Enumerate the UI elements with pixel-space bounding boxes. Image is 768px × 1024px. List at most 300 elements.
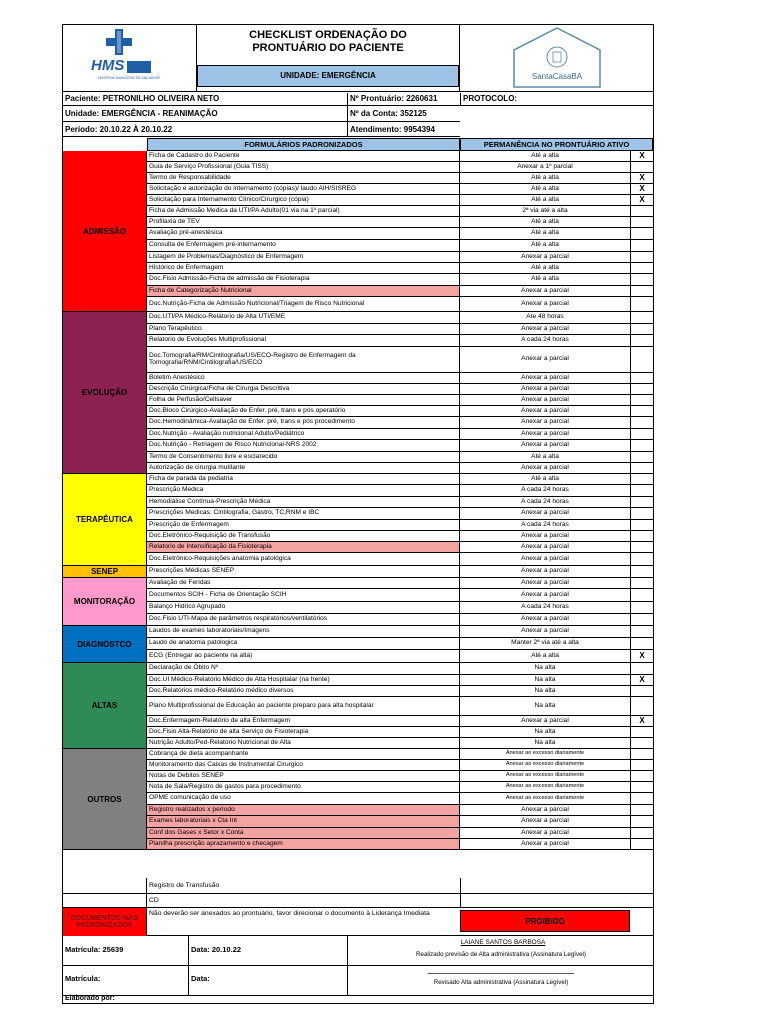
checklist-row bbox=[147, 474, 653, 485]
check-mark bbox=[631, 782, 653, 792]
check-mark bbox=[631, 614, 653, 625]
category-block bbox=[63, 474, 147, 566]
transfusao-label: Registro de Transfusão bbox=[149, 882, 220, 889]
col-header-forms: FORMULÁRIOS PADRONIZADOS bbox=[147, 138, 460, 151]
check-mark bbox=[631, 429, 653, 439]
document-name bbox=[147, 373, 460, 383]
checklist-row bbox=[147, 373, 653, 384]
permanence-value: Manter 2ª via até a alta bbox=[460, 638, 631, 649]
document-name bbox=[147, 286, 460, 296]
check-mark bbox=[631, 452, 653, 462]
document-name bbox=[147, 626, 460, 637]
data-2: Data: bbox=[191, 974, 210, 983]
check-mark bbox=[631, 335, 653, 346]
permanence-value: A cada 24 horas bbox=[460, 485, 631, 496]
signer-name: LAIANE SANTOS BARBOSA bbox=[460, 939, 546, 946]
permanence-value: Anexar a parcial bbox=[460, 286, 631, 296]
document-name-text: Laudo de anatomia patologica bbox=[149, 639, 238, 647]
document-name-text: Notas de Debitos SENEP bbox=[149, 771, 224, 779]
checklist-row bbox=[147, 839, 653, 850]
document-name-text: Profilaxia de TEV bbox=[149, 217, 200, 225]
checklist-row bbox=[147, 805, 653, 816]
document-name bbox=[147, 324, 460, 334]
document-name bbox=[147, 440, 460, 451]
document-name bbox=[147, 816, 460, 827]
checklist-row bbox=[147, 697, 653, 716]
patient-name: Paciente: PETRONILHO OLIVEIRA NETO bbox=[63, 93, 347, 106]
document-name bbox=[147, 463, 460, 473]
checklist-row bbox=[147, 228, 653, 240]
document-name bbox=[147, 474, 460, 484]
document-name bbox=[147, 727, 460, 737]
document-name-text: Ficha de Categorização Nutricional bbox=[149, 286, 252, 294]
permanence-value: Anexar ao excesso diariamente bbox=[460, 782, 631, 792]
document-name-text: Planilha prescrição aprazamento e checagem bbox=[149, 839, 283, 847]
permanence-value: Até a alta bbox=[460, 474, 631, 484]
document-name-text: Plano Terapêutico bbox=[149, 324, 202, 332]
permanence-value: Anexar a parcial bbox=[460, 406, 631, 416]
document-name bbox=[147, 578, 460, 588]
permanence-value: Anexar a parcial bbox=[460, 429, 631, 439]
cd-label: CD bbox=[149, 897, 159, 904]
checklist-row bbox=[147, 184, 653, 195]
check-mark bbox=[631, 206, 653, 216]
document-name-text: Doc.Tomografia/RM/Cintilografia/US/ECO-Registro de Enfermagem da bbox=[149, 351, 356, 359]
document-name-text: Guia de Serviço Profissional (Guia TISS) bbox=[149, 162, 269, 170]
document-name bbox=[147, 240, 460, 251]
document-name-text: Documentos SCIH - Ficha de Orientação SCIH bbox=[149, 590, 287, 598]
category-block bbox=[63, 578, 147, 626]
document-name-text: Doc.UTI/PA Médico-Relatorio de Alta UTI/EME bbox=[149, 313, 286, 321]
document-name-text: Hemodiálise Contínua-Prescrição Médica bbox=[149, 497, 271, 505]
permanence-value: Até a alta bbox=[460, 240, 631, 251]
permanence-value: Anexar a parcial bbox=[460, 347, 631, 372]
check-mark bbox=[631, 520, 653, 530]
checklist-row bbox=[147, 566, 653, 578]
permanence-value: Anexar a parcial bbox=[460, 626, 631, 637]
document-name bbox=[147, 828, 460, 838]
signature-caption-1: Realizado previsão de Alta administrativa (Assinatura Legível) bbox=[416, 951, 586, 958]
category-block bbox=[63, 626, 147, 663]
checklist-row bbox=[147, 162, 653, 173]
document-name-text: Consulta de Enfermagem pré-internamento bbox=[149, 241, 276, 249]
checklist-row bbox=[147, 384, 653, 395]
document-name bbox=[147, 686, 460, 696]
document-name bbox=[147, 217, 460, 227]
check-mark bbox=[631, 497, 653, 507]
document-name-text: Doc.Eletrônico-Requisições anatomia patológica bbox=[149, 554, 291, 562]
permanence-value: Até a alta bbox=[460, 217, 631, 227]
checklist-row bbox=[147, 749, 653, 760]
document-name bbox=[147, 151, 460, 161]
checklist-row bbox=[147, 589, 653, 602]
category-label: TERAPÊUTICA bbox=[76, 515, 133, 524]
checklist-row bbox=[147, 738, 653, 749]
document-name bbox=[147, 406, 460, 416]
document-name-text: Doc.Hemodinâmica-Avaliação de Enfer. pré, trans e pós procedimento bbox=[149, 418, 355, 426]
category-label: EVOLUÇÃO bbox=[81, 388, 128, 397]
document-name bbox=[147, 452, 460, 462]
permanence-value: Anexar a parcial bbox=[460, 828, 631, 838]
checklist-row bbox=[147, 417, 653, 429]
nao-padronizados-row bbox=[63, 908, 653, 936]
checklist-row bbox=[147, 406, 653, 417]
check-mark bbox=[631, 839, 653, 849]
document-name-text: Cobrança de dieta acompanhante bbox=[149, 749, 249, 757]
category-block bbox=[63, 749, 147, 850]
category-label: OUTROS bbox=[87, 794, 122, 804]
document-name bbox=[147, 738, 460, 748]
hms-logo bbox=[63, 25, 197, 91]
permanence-value: A cada 24 horas bbox=[460, 520, 631, 530]
check-mark bbox=[631, 463, 653, 473]
document-name-text: Prescrição Medica bbox=[149, 486, 204, 494]
document-name-text: Declaração de Óbito Nº bbox=[149, 664, 219, 672]
document-name-text: Histórico de Enfermagem bbox=[149, 263, 224, 271]
hms-cross-icon bbox=[63, 25, 197, 91]
category-block bbox=[63, 312, 147, 474]
document-name-text: Conf dos Gases x Setor x Conta bbox=[149, 828, 244, 836]
permanence-value: Anexar a parcial bbox=[460, 614, 631, 625]
document-name bbox=[147, 417, 460, 428]
document-name-text-line2: Tomografia/RNM/Cintilografia/US/ECO bbox=[149, 358, 263, 366]
protocolo-label: PROTOCOLO: bbox=[460, 93, 653, 106]
category-label: SENEP bbox=[90, 567, 119, 576]
document-name-text: Folha de Perfusão/Cellsaver bbox=[149, 395, 233, 403]
document-name-text: Termo de Responsabilidade bbox=[149, 173, 231, 181]
checklist-row bbox=[147, 452, 653, 463]
check-mark: X bbox=[639, 715, 645, 725]
col-header-permanence: PERMANÊNCIA NO PRONTUÁRIO ATIVO bbox=[460, 138, 653, 151]
document-name-text: OPME comunicação de uso bbox=[149, 794, 231, 802]
check-mark bbox=[631, 566, 653, 577]
check-mark: X bbox=[639, 183, 645, 193]
document-name bbox=[147, 384, 460, 394]
permanence-value: Anexar ao excesso diariamente bbox=[460, 793, 631, 804]
checklist-row bbox=[147, 485, 653, 497]
check-mark bbox=[631, 531, 653, 541]
check-mark bbox=[631, 347, 653, 372]
attendance-number: Atendimento: 9954394 bbox=[347, 122, 460, 137]
document-name bbox=[147, 650, 460, 662]
document-name bbox=[147, 485, 460, 496]
document-name bbox=[147, 312, 460, 323]
document-name bbox=[147, 638, 460, 649]
document-name-text: Ficha de Cadastro do Paciente bbox=[149, 151, 240, 159]
check-mark bbox=[631, 395, 653, 405]
permanence-value: Anexar a parcial bbox=[460, 373, 631, 383]
document-name-text: Relatorio de Intensificação da Fisioterapia bbox=[149, 542, 272, 550]
check-mark bbox=[631, 697, 653, 715]
category-block bbox=[63, 663, 147, 749]
check-mark bbox=[631, 162, 653, 172]
document-name-text: Prescrição de Enfermagem bbox=[149, 520, 229, 528]
document-name bbox=[147, 793, 460, 804]
check-mark bbox=[631, 749, 653, 759]
permanence-value: Anexar a parcial bbox=[460, 463, 631, 473]
document-name bbox=[147, 252, 460, 262]
matricula-2: Matrícula: bbox=[65, 974, 101, 983]
hms-logo-bar bbox=[127, 61, 151, 73]
permanence-value: Anexar a 1º parcial bbox=[460, 162, 631, 172]
document-name bbox=[147, 697, 460, 715]
permanence-value: Anexar a parcial bbox=[460, 716, 631, 726]
document-name bbox=[147, 173, 460, 183]
permanence-value: Anexar ao excesso diariamente bbox=[460, 771, 631, 781]
checklist-row bbox=[147, 173, 653, 184]
check-mark: X bbox=[639, 650, 645, 660]
checklist-row bbox=[147, 614, 653, 626]
checklist-sheet bbox=[62, 24, 654, 1004]
permanence-value: Até a alta bbox=[460, 263, 631, 273]
permanence-value: Anexar a parcial bbox=[460, 566, 631, 577]
check-mark bbox=[631, 373, 653, 383]
santacasa-logo bbox=[459, 25, 653, 91]
permanence-value: Anexar ao excesso diariamente bbox=[460, 760, 631, 770]
permanence-value: Na alta bbox=[460, 738, 631, 748]
checklist-row bbox=[147, 650, 653, 663]
document-name-text: Descrição Cirúrgica/Ficha de Cirurgia Descritiva bbox=[149, 384, 290, 392]
permanence-value: Na alta bbox=[460, 697, 631, 715]
checklist-row bbox=[147, 252, 653, 263]
check-mark bbox=[631, 738, 653, 748]
document-name-text: Monitoramento das Caixas de Instrumental Cirurgico bbox=[149, 760, 303, 768]
category-label: MONITORAÇÃO bbox=[73, 597, 136, 606]
permanence-value: Até a alta bbox=[460, 452, 631, 462]
permanence-value: 2ª via até a alta bbox=[460, 206, 631, 216]
check-mark bbox=[631, 760, 653, 770]
document-name bbox=[147, 335, 460, 346]
permanence-value: Até a alta bbox=[460, 151, 631, 161]
checklist-row bbox=[147, 508, 653, 520]
checklist-row bbox=[147, 816, 653, 828]
permanence-value: Até a alta bbox=[460, 184, 631, 194]
checklist-row bbox=[147, 263, 653, 274]
check-mark bbox=[631, 297, 653, 311]
document-name bbox=[147, 675, 460, 685]
checklist-row bbox=[147, 602, 653, 614]
document-name-text: Nutrição Adulto/Ped-Relatorio Nutricional de Alta bbox=[149, 738, 291, 746]
matricula-1: Matrícula: 25639 bbox=[65, 945, 124, 954]
permanence-value: Ate 48 horas bbox=[460, 312, 631, 323]
document-name-text: Boletim Anestésico bbox=[149, 373, 205, 381]
document-name bbox=[147, 749, 460, 759]
permanence-value: Até a alta bbox=[460, 274, 631, 285]
permanence-value: A cada 24 horas bbox=[460, 602, 631, 613]
check-mark bbox=[631, 638, 653, 649]
category-block bbox=[63, 566, 147, 578]
document-name-text: Nota de Sala/Registro de gastos para procedimento bbox=[149, 782, 301, 790]
checklist-row bbox=[147, 395, 653, 406]
document-name bbox=[147, 497, 460, 507]
check-mark bbox=[631, 686, 653, 696]
checklist-row bbox=[147, 793, 653, 805]
document-name bbox=[147, 589, 460, 601]
checklist-row bbox=[147, 324, 653, 335]
transfusao-row bbox=[63, 878, 653, 894]
check-mark bbox=[631, 240, 653, 251]
check-mark bbox=[631, 508, 653, 519]
document-name-text: Doc.Fisio UTI-Mapa de parâmetros respiratórios/ventilatórios bbox=[149, 615, 328, 623]
document-name-text: Prescrições Médicas SENEP bbox=[149, 567, 235, 575]
document-name bbox=[147, 760, 460, 770]
prontuario-number: Nº Prontuário: 2260631 bbox=[347, 93, 460, 106]
permanence-value: Até a alta bbox=[460, 173, 631, 183]
page-title: CHECKLIST ORDENAÇÃO DO PRONTUÁRIO DO PACIENTE bbox=[249, 29, 407, 54]
check-mark bbox=[631, 602, 653, 613]
document-name-text: Termo de Consentimento livre e esclarecido bbox=[149, 452, 278, 460]
document-name bbox=[147, 184, 460, 194]
cd-row bbox=[63, 894, 653, 908]
permanence-value: Na alta bbox=[460, 727, 631, 737]
permanence-value: Anexar a parcial bbox=[460, 839, 631, 849]
check-mark bbox=[631, 406, 653, 416]
category-label: ADMISSÃO bbox=[82, 226, 127, 236]
document-name bbox=[147, 663, 460, 674]
permanence-value: Anexar a parcial bbox=[460, 805, 631, 815]
checklist-row bbox=[147, 675, 653, 686]
checklist-row bbox=[147, 497, 653, 508]
document-name-text: Registro realizados x período bbox=[149, 805, 235, 813]
document-name bbox=[147, 566, 460, 577]
document-name-text: Doc.Enfermagem-Relatório de alta Enfermagem bbox=[149, 716, 291, 724]
document-name-text: Doc.Nutrição - Retriagem de Risco Nutricional-NRS 2002 bbox=[149, 441, 317, 449]
category-label: DIAGNÓSTCO bbox=[77, 639, 132, 649]
checklist-row bbox=[147, 626, 653, 638]
period: Período: 20.10.22 À 20.10.22 bbox=[63, 122, 347, 137]
check-mark: X bbox=[639, 194, 645, 204]
santacasa-house-icon bbox=[460, 25, 654, 91]
checklist-row bbox=[147, 195, 653, 206]
check-mark bbox=[631, 217, 653, 227]
check-mark bbox=[631, 274, 653, 285]
document-name bbox=[147, 782, 460, 792]
document-name bbox=[147, 206, 460, 216]
check-mark: X bbox=[639, 674, 645, 684]
checklist-row bbox=[147, 686, 653, 697]
nao-padronizados-text: Não deverão ser anexados ao prontuário, favor direcionar o documento à Liderança Imediata bbox=[149, 910, 430, 917]
document-name-text: Doc.UI Médico-Relatório Médico de Alta Hospitalar (na frente) bbox=[149, 675, 330, 683]
permanence-value: A cada 24 horas bbox=[460, 335, 631, 346]
checklist-row bbox=[147, 297, 653, 312]
check-mark bbox=[631, 252, 653, 262]
check-mark bbox=[631, 578, 653, 588]
document-name-text: Relatorio de Evoluções Multiprofissional bbox=[149, 336, 266, 344]
permanence-value: Até a alta bbox=[460, 195, 631, 205]
document-name-text: Balanço Hidrico Agrupado bbox=[149, 603, 226, 611]
document-name-text: ECG (Entregar ao paciente na alta) bbox=[149, 651, 253, 659]
checklist-row bbox=[147, 151, 653, 162]
data-1: Data: 20.10.22 bbox=[191, 945, 242, 954]
permanence-value: Anexar a parcial bbox=[460, 252, 631, 262]
document-name-text: Ficha de parada da pediatria bbox=[149, 474, 233, 482]
document-name bbox=[147, 274, 460, 285]
permanence-value: Anexar a parcial bbox=[460, 384, 631, 394]
check-mark bbox=[631, 324, 653, 334]
permanence-value: Até a alta bbox=[460, 650, 631, 662]
checklist-row bbox=[147, 240, 653, 252]
check-mark bbox=[631, 228, 653, 239]
permanence-value: Anexar a parcial bbox=[460, 508, 631, 519]
permanence-value: Anexar a parcial bbox=[460, 440, 631, 451]
document-name bbox=[147, 602, 460, 613]
hms-logo-text: HMS bbox=[91, 57, 125, 74]
document-name-text: Exames laboratoriais x Cta Int bbox=[149, 817, 237, 825]
check-mark bbox=[631, 474, 653, 484]
permanence-value: A cada 24 horas bbox=[460, 497, 631, 507]
document-name bbox=[147, 195, 460, 205]
document-name bbox=[147, 805, 460, 815]
checklist-row bbox=[147, 312, 653, 324]
checklist-row bbox=[147, 429, 653, 440]
permanence-value: Anexar a parcial bbox=[460, 553, 631, 565]
document-name-text: Doc.Relatórios médico-Relatório médico diversos bbox=[149, 686, 294, 694]
checklist-row bbox=[147, 335, 653, 347]
permanence-value: Anexar a parcial bbox=[460, 324, 631, 334]
document-name-text: Ficha de Admissão Medica da UTI/PA Adulto(01 via na 1º parcial) bbox=[149, 206, 340, 214]
check-mark bbox=[631, 805, 653, 815]
permanence-value: Anexar a parcial bbox=[460, 542, 631, 552]
checklist-row bbox=[147, 206, 653, 217]
permanence-value: Na alta bbox=[460, 686, 631, 696]
nao-padronizados-label: DOCUMENTOS NÃO PADRONIZADOS bbox=[63, 908, 147, 936]
document-name bbox=[147, 771, 460, 781]
check-mark bbox=[631, 771, 653, 781]
check-mark bbox=[631, 626, 653, 637]
document-name-text: Prescrições Medicas: Cintilografia, Gastro, TC,RNM e IBC bbox=[149, 509, 320, 517]
document-name bbox=[147, 542, 460, 552]
check-mark bbox=[631, 440, 653, 451]
checklist-row bbox=[147, 716, 653, 727]
hms-logo-subtitle: HOSPITAL MUNICIPAL DE SALVADOR bbox=[98, 76, 160, 80]
checklist-row bbox=[147, 760, 653, 771]
document-name-text: Doc.Bloco Cirúrgico-Avaliação de Enfer. pré, trans e pós operatório bbox=[149, 406, 346, 414]
checklist-row bbox=[147, 542, 653, 553]
document-name bbox=[147, 553, 460, 565]
document-name-text: Doc.Fisio Admissão-Ficha de admissão de Fisioterapia bbox=[149, 275, 310, 283]
permanence-value: Anexar a parcial bbox=[460, 816, 631, 827]
checklist-row bbox=[147, 217, 653, 228]
document-name-text: Solicitação e autorização do internamento (cópias)/ laudo AIH/SISREG bbox=[149, 184, 357, 192]
permanence-value: Anexar ao excesso diariamente bbox=[460, 749, 631, 759]
document-name-text: Avaliação pré-anestésica bbox=[149, 229, 223, 237]
checklist-row bbox=[147, 828, 653, 839]
check-mark bbox=[631, 417, 653, 428]
document-name-text: Laudos de exames laboratoriais/Imagens bbox=[149, 627, 270, 635]
check-mark bbox=[631, 542, 653, 552]
document-name-text: Doc.Fisio Alta-Relatório de alta Serviço de Fisioterapia bbox=[149, 727, 309, 735]
check-mark bbox=[631, 384, 653, 394]
document-name bbox=[147, 508, 460, 519]
santacasa-logo-text: SantaCasaBA bbox=[531, 72, 583, 81]
check-mark bbox=[631, 286, 653, 296]
permanence-value: Anexar a parcial bbox=[460, 395, 631, 405]
category-label: ALTAS bbox=[91, 701, 118, 710]
checklist-row bbox=[147, 578, 653, 589]
check-mark bbox=[631, 816, 653, 827]
checklist-row bbox=[147, 727, 653, 738]
permanence-value: Anexar a parcial bbox=[460, 297, 631, 311]
check-mark bbox=[631, 663, 653, 674]
check-mark bbox=[631, 553, 653, 565]
document-name bbox=[147, 228, 460, 239]
permanence-value: Até a alta bbox=[460, 228, 631, 239]
document-name-text: Doc.Eletrônico-Requisição de Transfusão bbox=[149, 531, 271, 539]
checklist-row bbox=[147, 463, 653, 474]
account-number: Nº da Conta: 352125 bbox=[347, 106, 460, 122]
checklist-row bbox=[147, 347, 653, 373]
check-mark: X bbox=[639, 150, 645, 160]
